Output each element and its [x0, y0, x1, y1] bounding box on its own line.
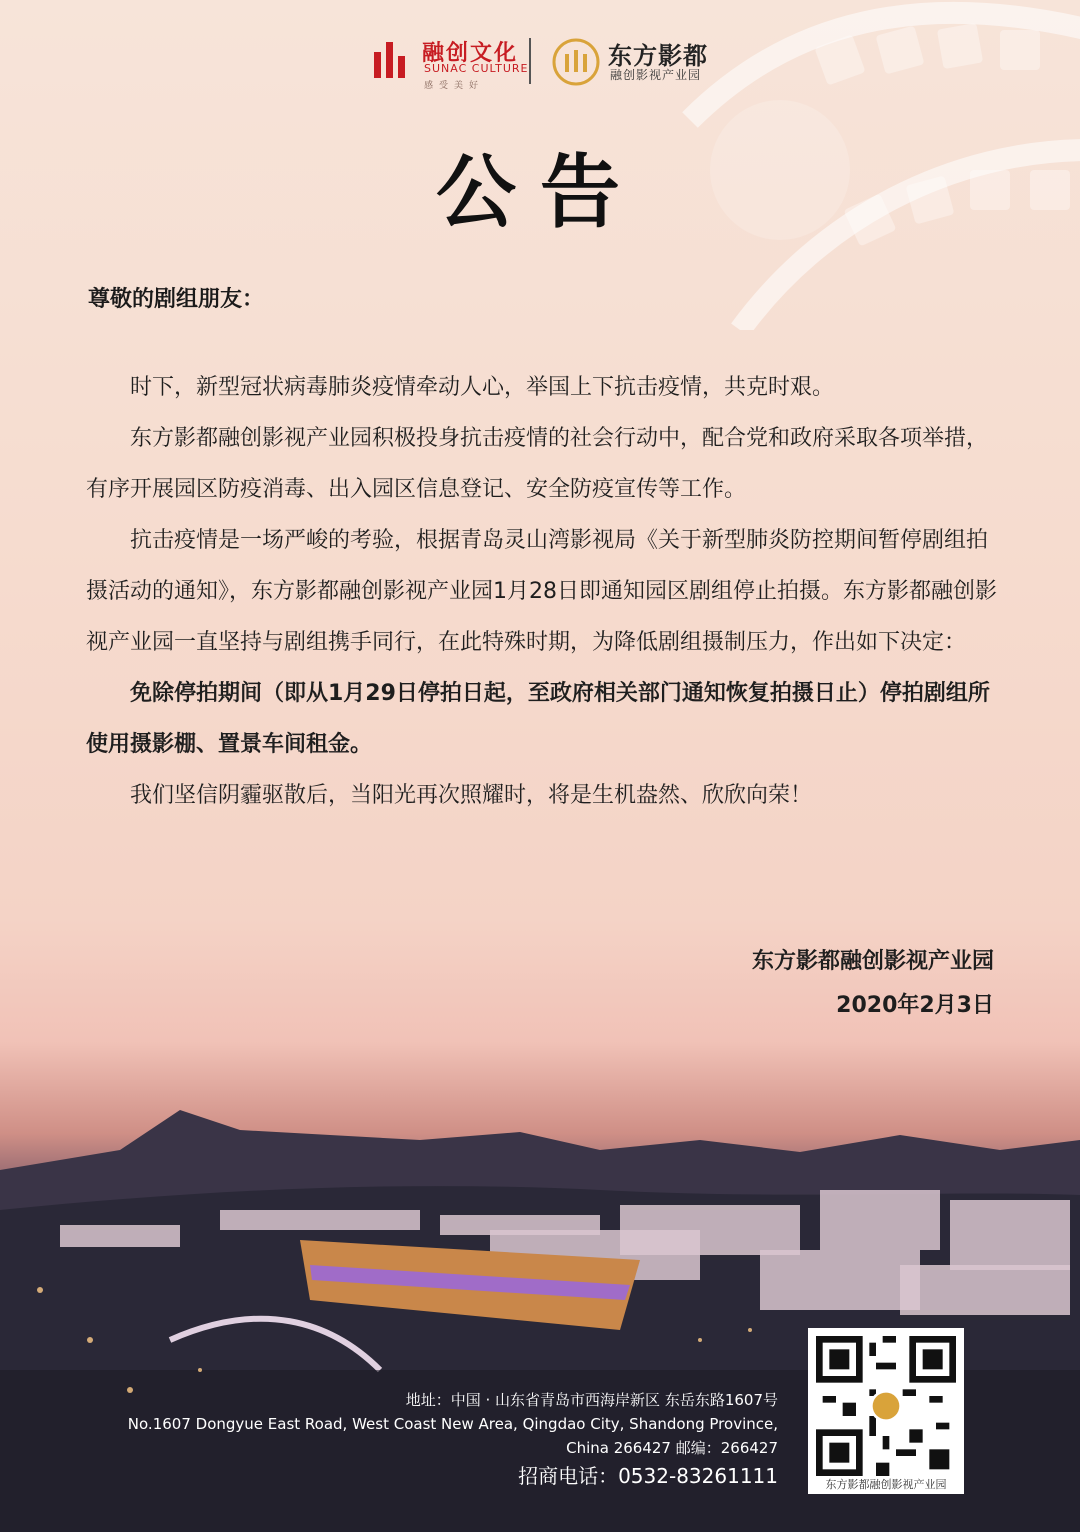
qr-caption: 东方影都融创影视产业园: [825, 1478, 947, 1491]
signature-org: 东方影都融创影视产业园: [751, 949, 994, 974]
signature-block: [752, 940, 994, 1028]
logo-bar: [0, 36, 1080, 96]
qr-code-card: [808, 1328, 964, 1494]
dfyd-name-sub: 融创影视产业园: [610, 68, 702, 82]
phone-number: 招商电话：0532-83261111: [518, 1464, 778, 1488]
address-cn: 地址：中国 · 山东省青岛市西海岸新区 东岳东路1607号: [405, 1391, 778, 1409]
paragraph-decision: 免除停拍期间（即从1月29日停拍日起，至政府相关部门通知恢复拍摄日止）停拍剧组所使用摄影棚、置景车间租金。: [86, 681, 990, 757]
dfyd-logo-icon: [552, 38, 600, 86]
footer-contact: [128, 1388, 778, 1488]
sunac-name-cn: 融创文化: [422, 41, 519, 66]
paragraph-3: 抗击疫情是一场严峻的考验，根据青岛灵山湾影视局《关于新型肺炎防控期间暂停剧组拍摄活动的通知》，东方影都融创影视产业园1月28日即通知园区剧组停止拍摄。东方影都融创影视产业园一直坚持与剧组携手同行，在此特殊时期，为降低剧组摄制压力，作出如下决定：: [86, 528, 997, 655]
logo-divider: [529, 38, 531, 84]
page-title: 公告: [436, 145, 644, 239]
salutation: 尊敬的剧组朋友：: [88, 287, 265, 312]
sunac-slogan: 感受美好: [424, 81, 485, 91]
paragraph-closing: 我们坚信阴霾驱散后，当阳光再次照耀时，将是生机盎然、欣欣向荣！: [130, 783, 813, 808]
sunac-name-en: SUNAC CULTURE: [424, 62, 529, 75]
paragraph-2: 东方影都融创影视产业园积极投身抗击疫情的社会行动中，配合党和政府采取各项举措，有序开展园区防疫消毒、出入园区信息登记、安全防疫宣传等工作。: [86, 426, 989, 502]
notice-body: [86, 362, 998, 821]
signature-date: 2020年2月3日: [836, 993, 994, 1018]
address-en: No.1607 Dongyue East Road, West Coast New Area, Qingdao City, Shandong Province,: [127, 1415, 778, 1433]
paragraph-1: 时下，新型冠状病毒肺炎疫情牵动人心，举国上下抗击疫情，共克时艰。: [130, 375, 835, 400]
dfyd-name-cn: 东方影都: [608, 42, 708, 70]
postal-code: China 266427 邮编：266427: [566, 1439, 778, 1457]
sunac-logo-icon: [372, 40, 412, 80]
qr-code-icon: [816, 1336, 956, 1476]
